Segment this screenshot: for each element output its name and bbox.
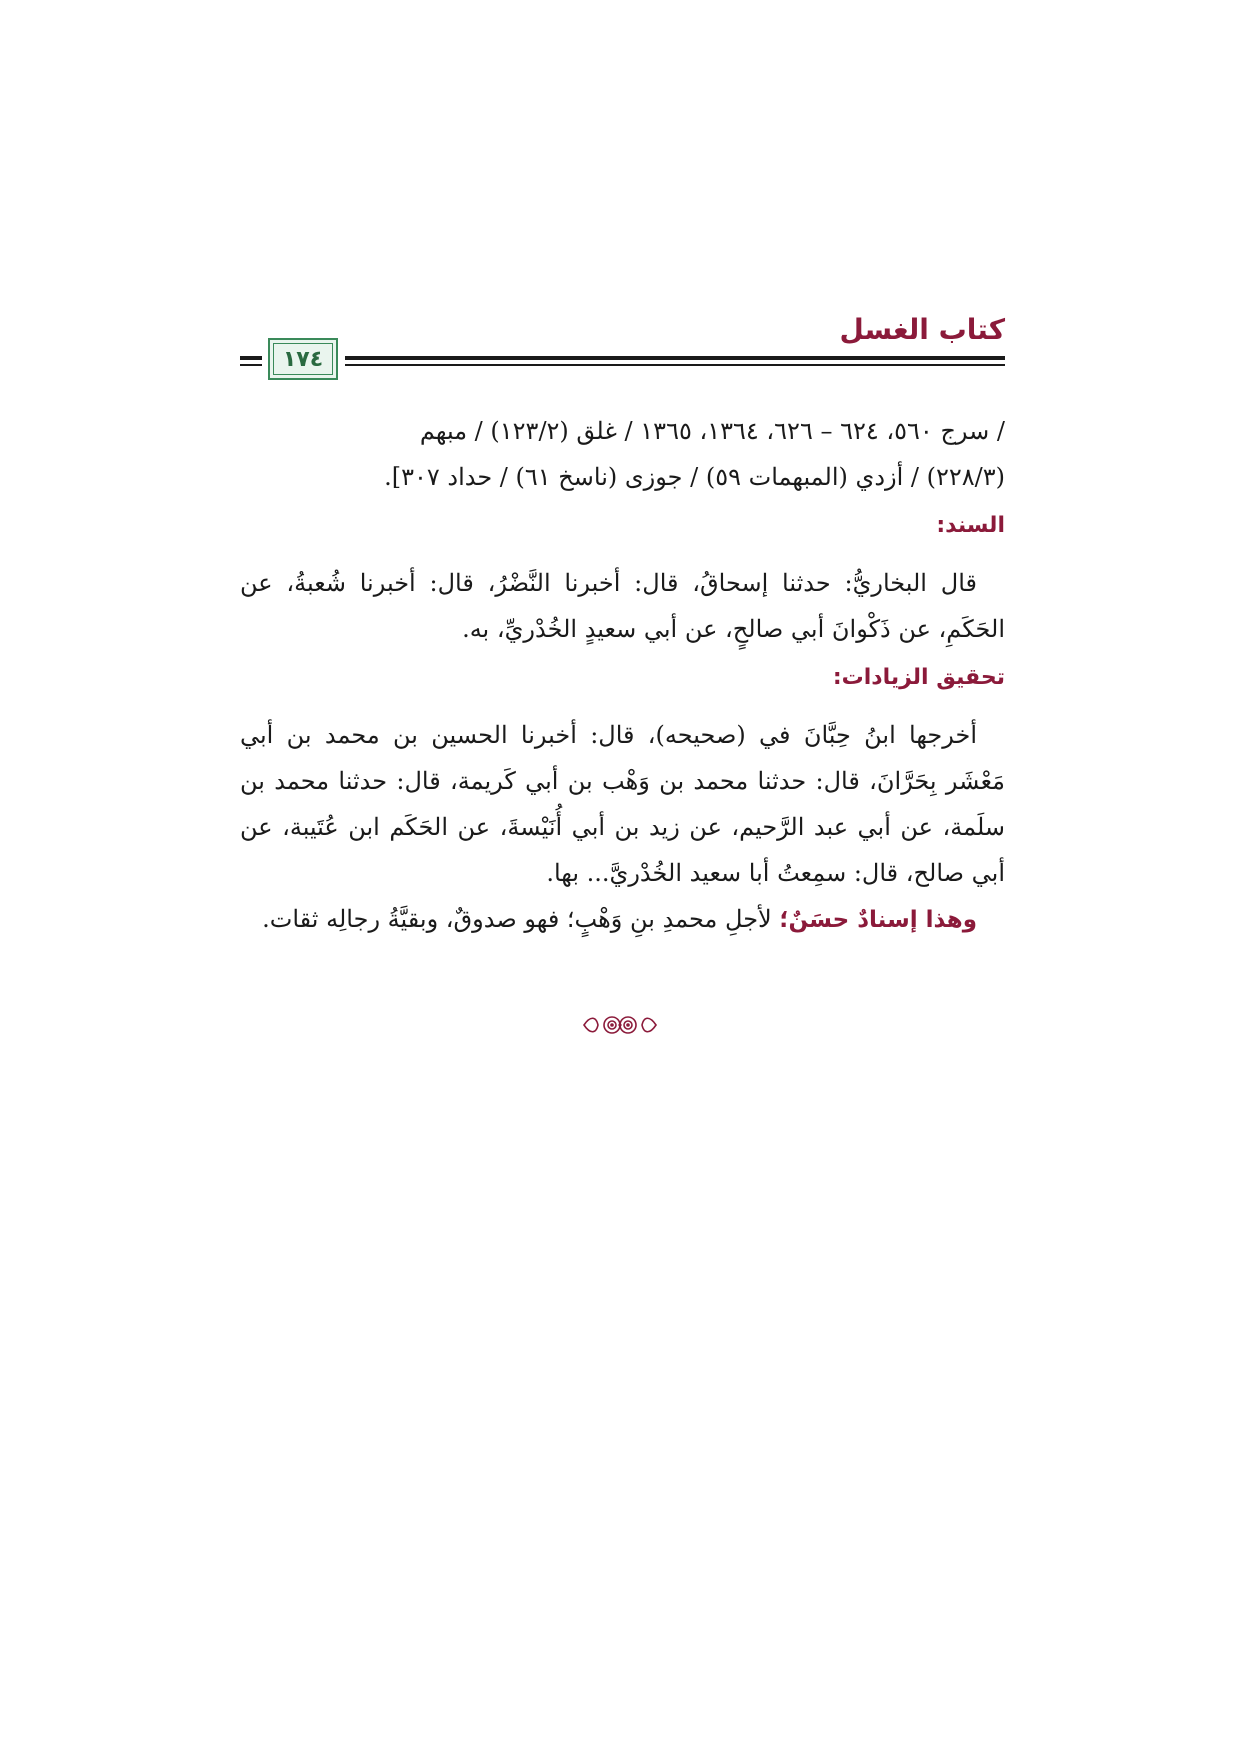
page-header [240, 312, 1005, 384]
header-rule-thick [345, 356, 1005, 360]
sanad-paragraph: قال البخاريُّ: حدثنا إسحاقُ، قال: أخبرنا النَّضْرُ، قال: أخبرنا شُعبةُ، عن الحَكَمِ، عن ذَكْوانَ أبي صالحٍ، عن أبي سعيدٍ الخُدْريِّ، به. [240, 569, 1005, 643]
ziyadat-paragraph: أخرجها ابنُ حِبَّانَ في (صحيحه)، قال: أخبرنا الحسين بن محمد بن أبي مَعْشَر بِحَرَّانَ، قال: حدثنا محمد بن وَهْب بن أبي كَريمة، قال: حدثنا محمد بن سلَمة، عن أبي عبد الرَّحيم، عن زيد بن أبي أُنَيْسةَ، عن الحَكَم ابن عُتَيبة، عن أبي صالح، قال: سمِعتُ أبا سعيد الخُدْريَّ... بها. [240, 721, 1006, 887]
verdict-text: لأجلِ محمدِ بنِ وَهْبٍ؛ فهو صدوقٌ، وبقيَّةُ رجالِه ثقات. [262, 905, 780, 933]
references-line-1: / سرج ٥٦٠، ٦٢٤ – ٦٢٦، ١٣٦٤، ١٣٦٥ / غلق (١٢٣/٢) / مبهم [419, 417, 1005, 445]
page-number-badge [268, 338, 338, 380]
verdict-paragraph [240, 896, 1005, 943]
book-title: كتاب الغسل [839, 313, 1005, 346]
floral-divider-icon [582, 1010, 658, 1040]
page-number: ١٧٤ [282, 346, 324, 372]
header-rule-left-thick [240, 356, 262, 360]
sanad-heading: السند: [936, 513, 1005, 538]
main-text [240, 408, 1005, 943]
header-rule-thin [345, 364, 1005, 366]
references-line-2: (٢٢٨/٣) / أزدي (المبهمات ٥٩) / جوزى (ناسخ ٦١) / حداد ٣٠٧]. [384, 463, 1005, 491]
verdict-emphasis: وهذا إسنادٌ حسَنٌ؛ [779, 907, 977, 933]
ziyadat-heading: تحقيق الزيادات: [832, 665, 1005, 690]
header-rule-left-thin [240, 364, 262, 366]
